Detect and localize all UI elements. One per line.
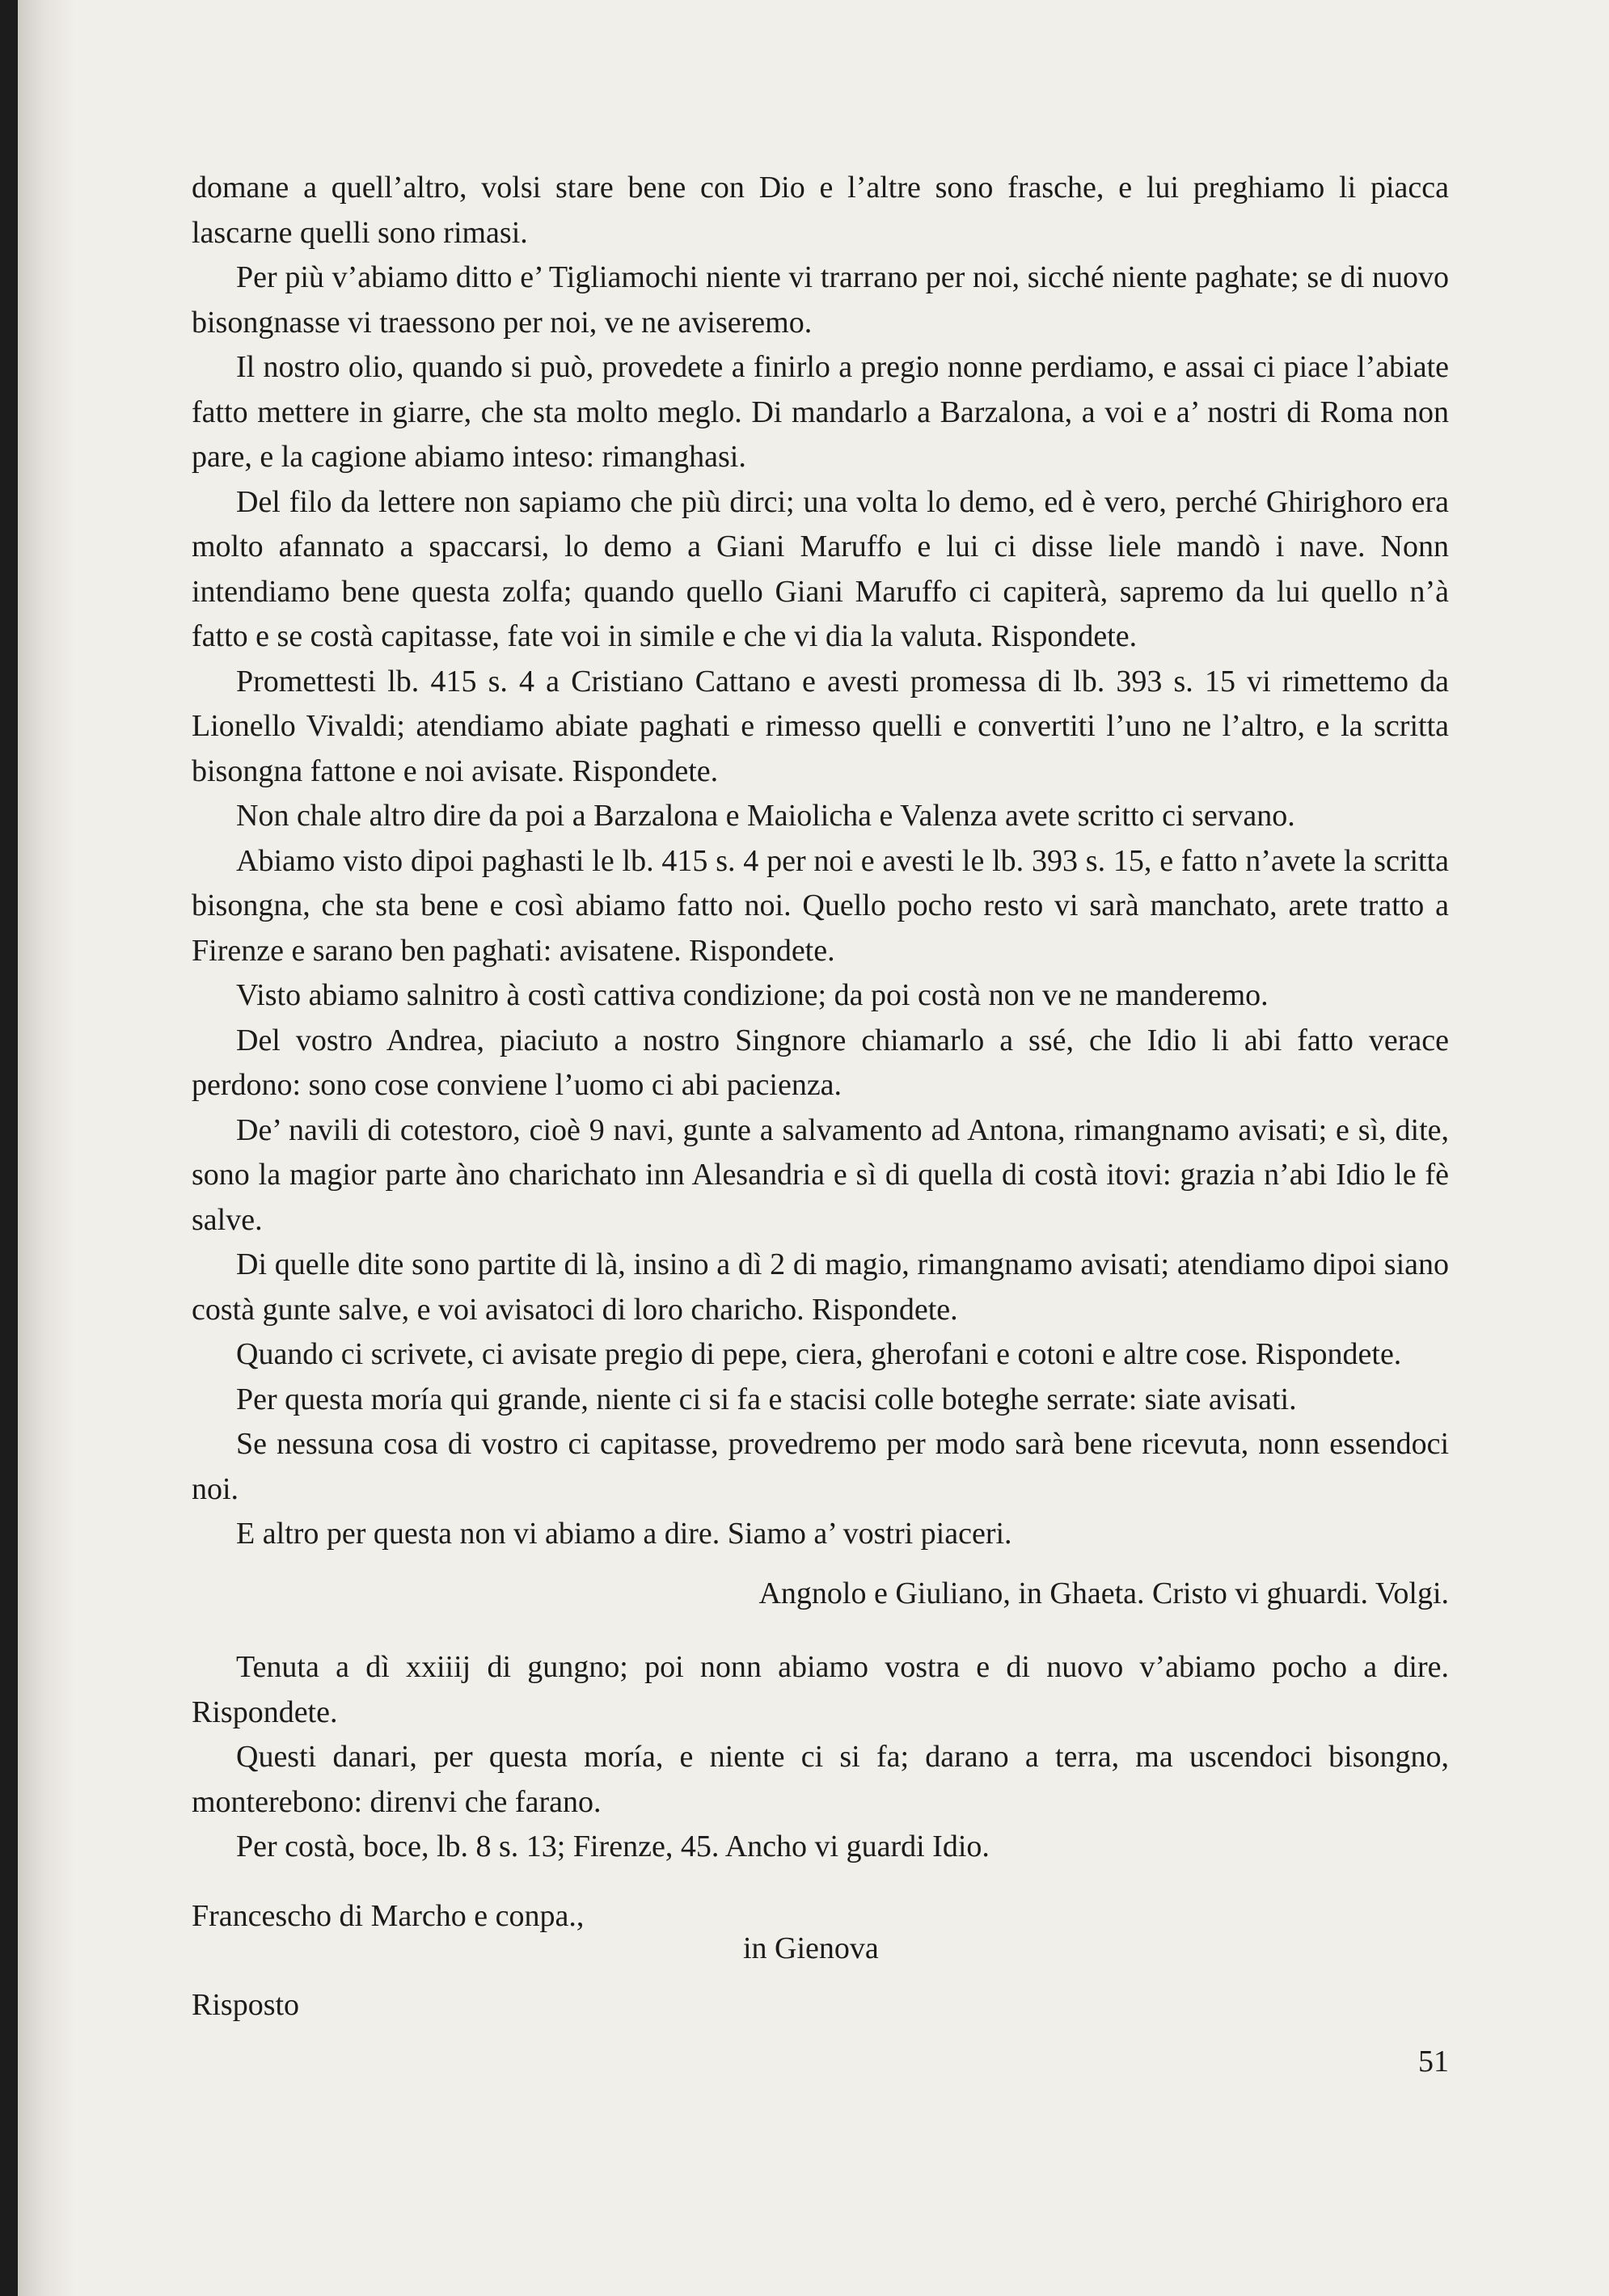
response-note: Risposto xyxy=(192,1987,300,2022)
paragraph: Visto abiamo salnitro à costì cattiva condizione; da poi costà non ve ne manderemo. xyxy=(236,978,1269,1012)
address-recipient: Francescho di Marcho e conpa., xyxy=(192,1898,585,1933)
postscript-paragraph: Questi danari, per questa moría, e niente ci si fa; darano a terra, ma uscendoci bisongno, monterebono: direnvi che farano. xyxy=(192,1740,1449,1819)
paragraph: Quando ci scrivete, ci avisate pregio di pepe, ciera, gherofani e cotoni e altre cose. Rispondete. xyxy=(236,1337,1402,1371)
letter-signature: Angnolo e Giuliano, in Ghaeta. Cristo vi ghuardi. Volgi. xyxy=(758,1576,1449,1610)
book-page xyxy=(18,0,1609,2296)
paragraph: Del vostro Andrea, piaciuto a nostro Singnore chiamarlo a ssé, che Idio li abi fatto verace perdono: sono cose conviene l’uomo ci abi pacienza. xyxy=(192,1023,1449,1102)
letter-body xyxy=(192,166,1449,2040)
paragraph: De’ navili di cotestoro, cioè 9 navi, gunte a salvamento ad Antona, rimangnamo avisati; e sì, dite, sono la magior parte àno charichato inn Alesandria e sì di quella di costà itovi: grazia n’abi Idio le fè salve. xyxy=(192,1112,1449,1237)
paragraph: Del filo da lettere non sapiamo che più dirci; una volta lo demo, ed è vero, perché Ghirighoro era molto afannato a spaccarsi, lo demo a Giani Maruffo e lui ci disse liele mandò i nave. Nonn intendiamo bene questa zolfa; quando quello Giani Maruffo ci capiterà, sapremo da lui quello n’à fatto e se costà capitasse, fate voi in simile e che vi dia la valuta. Rispondete. xyxy=(192,484,1449,653)
page-gutter-shadow xyxy=(18,0,74,2296)
paragraph: E altro per questa non vi abiamo a dire. Siamo a’ vostri piaceri. xyxy=(236,1517,1012,1551)
paragraph: Per più v’abiamo ditto e’ Tigliamochi niente vi trarrano per noi, sicché niente paghate; se di nuovo bisongnasse vi traessono per noi, ve ne aviseremo. xyxy=(192,260,1449,340)
paragraph: Abiamo visto dipoi paghasti le lb. 415 s. 4 per noi e avesti le lb. 393 s. 15, e fatto n’avete la scritta bisongna, che sta bene e così abiamo fatto noi. Quello pocho resto vi sarà manchato, arete tratto a Firenze e sarano ben paghati: avisatene. Rispondete. xyxy=(192,843,1449,968)
address-block xyxy=(192,1894,1449,2040)
paragraph: Promettesti lb. 415 s. 4 a Cristiano Cattano e avesti promessa di lb. 393 s. 15 vi rimettemo da Lionello Vivaldi; atendiamo abiate paghati e rimesso quelli e convertiti l’uno ne l’altro, e la scritta bisongna fattone e noi avisate. Rispondete. xyxy=(192,664,1449,788)
paragraph: Non chale altro dire da poi a Barzalona e Maiolicha e Valenza avete scritto ci servano. xyxy=(236,799,1295,833)
section-spacer xyxy=(192,1616,1449,1645)
paragraph: Se nessuna cosa di vostro ci capitasse, provedremo per modo sarà bene ricevuta, nonn essendoci noi. xyxy=(192,1427,1449,1506)
paragraph: Per questa moría qui grande, niente ci si fa e stacisi colle boteghe serrate: siate avisati. xyxy=(236,1382,1297,1416)
paragraph: domane a quell’altro, volsi stare bene con Dio e l’altre sono frasche, e lui preghiamo li piacca lascarne quelli sono rimasi. xyxy=(192,171,1449,250)
postscript-paragraph: Per costà, boce, lb. 8 s. 13; Firenze, 45. Ancho vi guardi Idio. xyxy=(236,1830,990,1863)
paragraph: Di quelle dite sono partite di là, insino a dì 2 di magio, rimangnamo avisati; atendiamo dipoi siano costà gunte salve, e voi avisatoci di loro charicho. Rispondete. xyxy=(192,1247,1449,1327)
paragraph: Il nostro olio, quando si può, provedete a finirlo a pregio nonne perdiamo, e assai ci piace l’abiate fatto mettere in giarre, che sta molto meglo. Di mandarlo a Barzalona, a voi e a’ nostri di Roma non pare, e la cagione abiamo inteso: rimanghasi. xyxy=(192,350,1449,474)
postscript-paragraph: Tenuta a dì xxiiij di gungno; poi nonn abiamo vostra e di nuovo v’abiamo pocho a dire. Rispondete. xyxy=(192,1650,1449,1729)
page-number: 51 xyxy=(1418,2045,1449,2079)
address-place: in Gienova xyxy=(743,1931,879,1965)
